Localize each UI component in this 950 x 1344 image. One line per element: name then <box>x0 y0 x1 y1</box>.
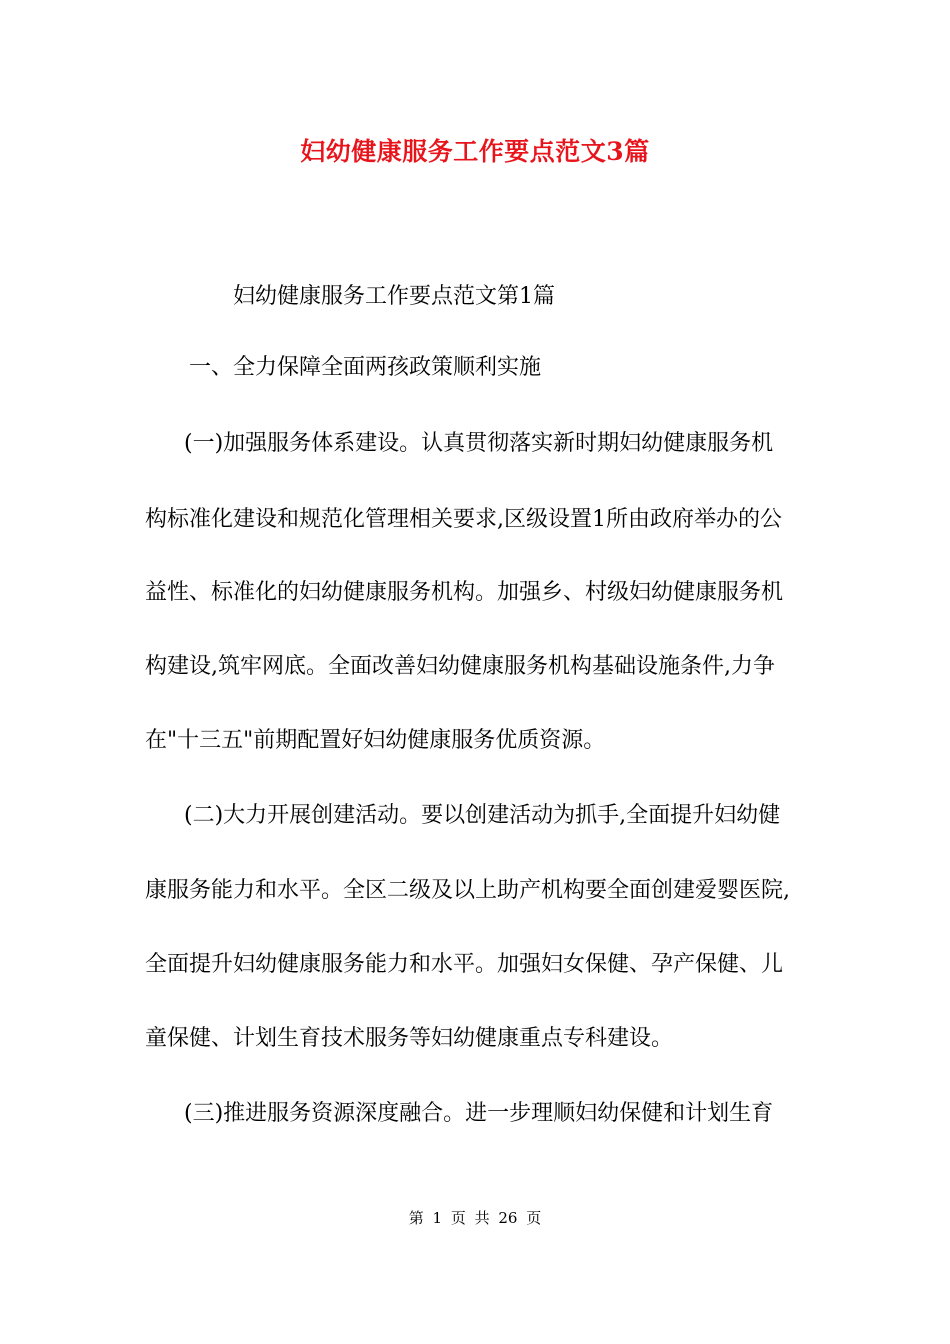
paragraph-line: 构标准化建设和规范化管理相关要求,区级设置1所由政府举办的公 <box>145 507 782 532</box>
paragraph-line: (一)加强服务体系建设。认真贯彻落实新时期妇幼健康服务机 <box>184 431 774 456</box>
section-heading: 妇幼健康服务工作要点范文第1篇 <box>233 284 555 309</box>
paragraph-line: 构建设,筑牢网底。全面改善妇幼健康服务机构基础设施条件,力争 <box>145 654 775 679</box>
paragraph-line: (三)推进服务资源深度融合。进一步理顺妇幼保健和计划生育 <box>184 1101 774 1126</box>
paragraph-line: (二)大力开展创建活动。要以创建活动为抓手,全面提升妇幼健 <box>184 803 781 828</box>
paragraph-line: 康服务能力和水平。全区二级及以上助产机构要全面创建爱婴医院, <box>145 878 790 903</box>
paragraph-line: 在"十三五"前期配置好妇幼健康服务优质资源。 <box>145 728 606 753</box>
page-number-footer: 第 1 页 共 26 页 <box>408 1209 542 1227</box>
paragraph-line: 全面提升妇幼健康服务能力和水平。加强妇女保健、孕产保健、儿 <box>145 952 784 977</box>
paragraph-line: 童保健、计划生育技术服务等妇幼健康重点专科建设。 <box>145 1026 674 1051</box>
subheading: 一、全力保障全面两孩政策顺利实施 <box>189 355 542 380</box>
document-title: 妇幼健康服务工作要点范文3篇 <box>300 137 650 166</box>
paragraph-line: 益性、标准化的妇幼健康服务机构。加强乡、村级妇幼健康服务机 <box>145 580 784 605</box>
